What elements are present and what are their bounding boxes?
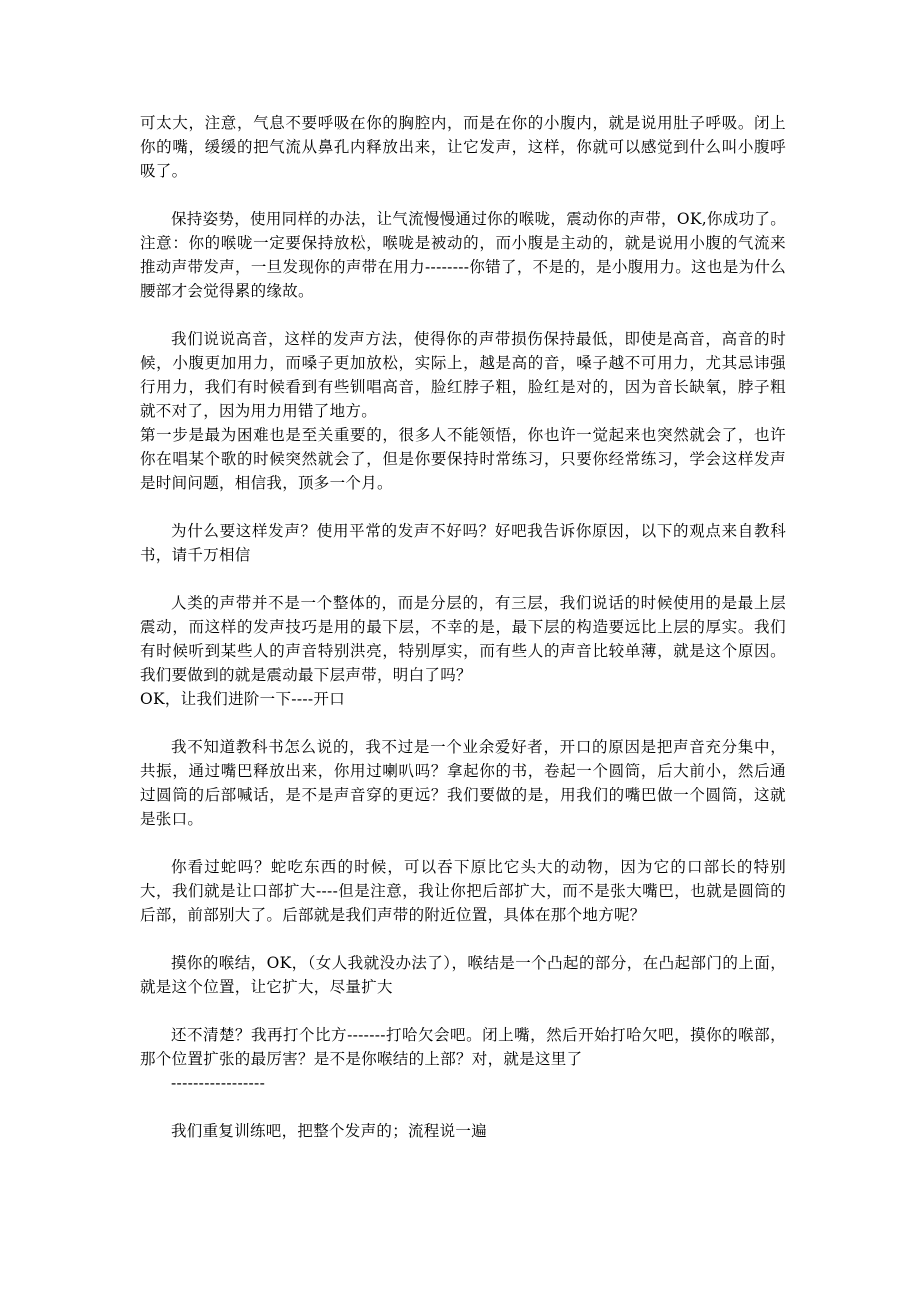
separator-dashes: ----------------- [171,1074,266,1092]
paragraph: 摸你的喉结，OK，（女人我就没办法了），喉结是一个凸起的部分，在凸起部门的上面，就是这个位置，让它扩大，尽量扩大 [140,954,786,996]
paragraph: 可太大，注意，气息不要呼吸在你的胸腔内，而是在你的小腹内，就是说用肚子呼吸。闭上你的嘴，缓缓的把气流从鼻孔内释放出来，让它发声，这样，你就可以感觉到什么叫小腹呼吸了。 [140,114,786,180]
paragraph: 为什么要这样发声？使用平常的发声不好吗？好吧我告诉你原因，以下的观点来自教科书，请千万相信 [140,522,786,564]
paragraph: OK，让我们进阶一下----开口 [140,690,346,708]
paragraph: 第一步是最为困难也是至关重要的，很多人不能领悟，你也许一觉起来也突然就会了，也许你在唱某个歌的时候突然就会了，但是你要保持时常练习，只要你经常练习，学会这样发声是时间问题，相信我，顶多一个月。 [140,426,786,492]
paragraph: 我不知道教科书怎么说的，我不过是一个业余爱好者，开口的原因是把声音充分集中，共振，通过嘴巴释放出来，你用过喇叭吗？拿起你的书，卷起一个圆筒，后大前小，然后通过圆筒的后部喊话，是不是声音穿的更远？我们要做的是，用我们的嘴巴做一个圆筒，这就是张口。 [140,738,786,828]
paragraph: 我们重复训练吧，把整个发声的；流程说一遍 [171,1122,488,1140]
paragraph: 保持姿势，使用同样的办法，让气流慢慢通过你的喉咙，震动你的声带，OK,你成功了。注意：你的喉咙一定要保持放松，喉咙是被动的，而小腹是主动的，就是说用小腹的气流来推动声带发声，一旦发现你的声带在用力--------你错了，不是的，是小腹用力。这也是为什么腰部才会觉得累的缘故。 [140,210,786,300]
document-body [140,111,786,1143]
paragraph: 我们说说高音，这样的发声方法，使得你的声带损伤保持最低，即使是高音，高音的时候，小腹更加用力，而嗓子更加放松，实际上，越是高的音，嗓子越不可用力，尤其忌讳强行用力，我们有时候看到有些钏唱高音，脸红脖子粗，脸红是对的，因为音长缺氧，脖子粗就不对了，因为用力用错了地方。 [140,330,786,420]
paragraph: 你看过蛇吗？蛇吃东西的时候，可以吞下原比它头大的动物，因为它的口部长的特别大，我们就是让口部扩大----但是注意，我让你把后部扩大，而不是张大嘴巴，也就是圆筒的后部，前部别大了。后部就是我们声带的附近位置，具体在那个地方呢？ [140,858,786,924]
paragraph: 还不清楚？我再打个比方-------打哈欠会吧。闭上嘴，然后开始打哈欠吧，摸你的喉部，那个位置扩张的最厉害？是不是你喉结的上部？对，就是这里了 [140,1026,786,1068]
paragraph: 人类的声带并不是一个整体的，而是分层的，有三层，我们说话的时候使用的是最上层震动，而这样的发声技巧是用的最下层，不幸的是，最下层的构造要远比上层的厚实。我们有时候听到某些人的声音特别洪亮，特别厚实，而有些人的声音比较单薄，就是这个原因。我们要做到的就是震动最下层声带，明白了吗？ [140,594,786,684]
